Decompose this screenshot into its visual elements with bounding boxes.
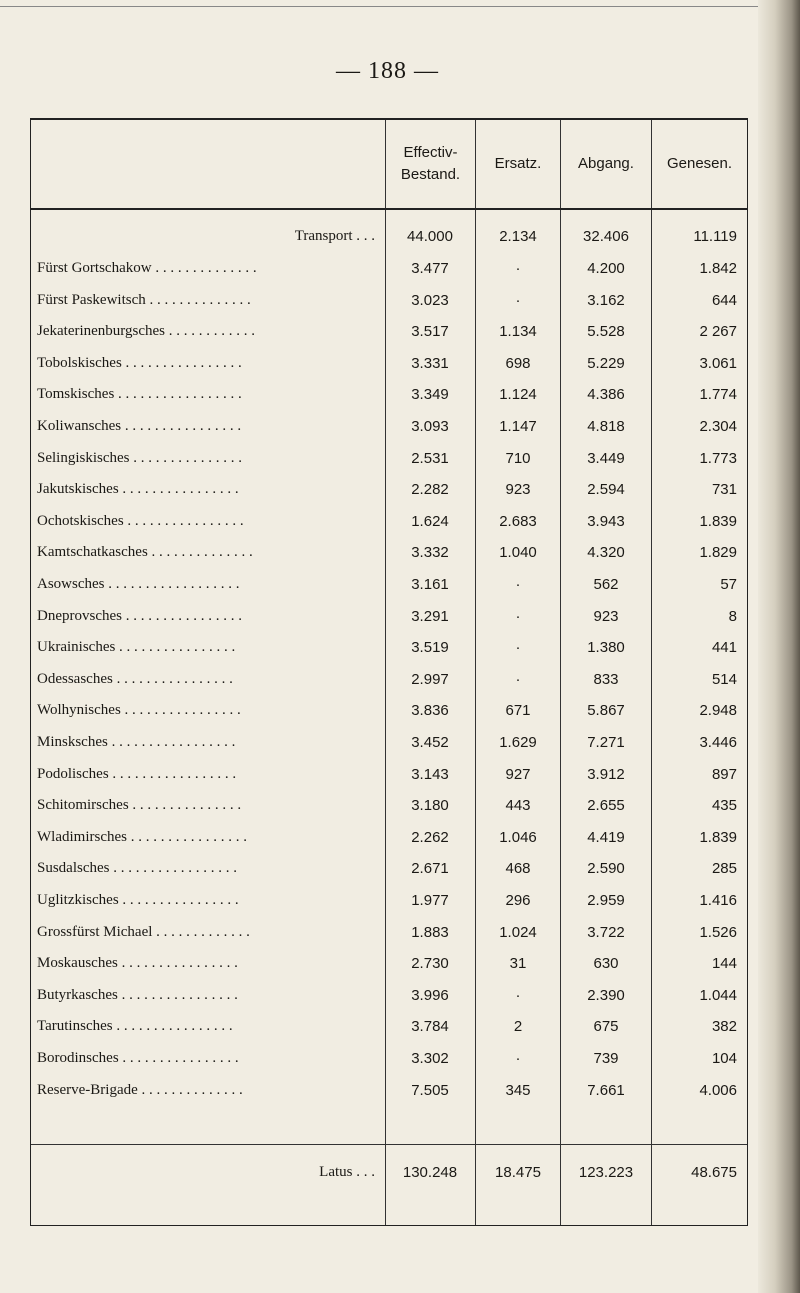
table-cell: 144 [711, 955, 737, 973]
table-cell: 3.349 [411, 386, 449, 404]
table-cell: · [515, 1050, 521, 1067]
latus-abgang: 123.223 [578, 1164, 634, 1181]
row-label-text: Ukrainisches . . . . . . . . . . . . . . . . [37, 639, 239, 655]
table-cell: 443 [505, 797, 531, 815]
table-row [31, 608, 747, 638]
table-cell: 104 [711, 1050, 737, 1067]
table-row [31, 418, 747, 448]
table-cell: 2 267 [699, 323, 737, 341]
table-cell: 3.143 [411, 765, 449, 783]
table-row [31, 292, 747, 322]
row-label-text: Tarutinsches . . . . . . . . . . . . . . . . [37, 1018, 237, 1034]
table-row [31, 576, 747, 606]
row-label [37, 450, 377, 467]
table-cell: 1.883 [411, 923, 449, 941]
table-cell: 2.282 [411, 481, 449, 499]
table-cell: 927 [505, 765, 531, 783]
table-cell: · [515, 260, 521, 277]
table-row [31, 1018, 747, 1048]
table-cell: 3.449 [587, 449, 625, 467]
row-label [37, 924, 377, 941]
row-label-text: Selingiskisches . . . . . . . . . . . . . . . [37, 450, 246, 466]
table-cell: 296 [505, 892, 531, 909]
table-cell: 5.867 [587, 702, 625, 720]
row-label [37, 766, 377, 783]
table-row [31, 702, 747, 732]
row-label-text: Asowsches . . . . . . . . . . . . . . . . . . [37, 576, 244, 592]
row-label [37, 797, 377, 814]
row-label-text: Podolisches . . . . . . . . . . . . . . . . . [37, 766, 240, 782]
table-cell: 345 [505, 1081, 531, 1099]
table-cell: 1.842 [699, 260, 737, 277]
table-row [31, 639, 747, 669]
row-label [37, 1018, 377, 1035]
row-label [37, 260, 377, 277]
table-cell: 3.291 [411, 607, 449, 625]
table-cell: 1.624 [411, 512, 449, 530]
table-cell: 514 [711, 670, 737, 688]
table-cell: 1.773 [699, 449, 737, 467]
row-label-text: Fürst Gortschakow . . . . . . . . . . . . . . [37, 260, 261, 276]
row-label-text: Kamtschatkasches . . . . . . . . . . . . . . [37, 544, 257, 560]
transport-label: Transport . . . [294, 228, 375, 244]
table-cell: · [515, 639, 521, 657]
table-cell: · [515, 291, 521, 309]
table-cell: 3.722 [587, 923, 625, 941]
row-label-text: Minsksches . . . . . . . . . . . . . . . . . [37, 734, 239, 750]
row-label [37, 576, 377, 593]
row-label [37, 513, 377, 530]
table-cell: 57 [720, 576, 737, 593]
table-row [31, 386, 747, 416]
latus-label: Latus . . . [319, 1164, 375, 1180]
table-cell: 2.959 [587, 892, 625, 909]
table-cell: 2.948 [699, 702, 737, 720]
top-edge-rule [0, 6, 760, 7]
table-row [31, 323, 747, 353]
row-label [37, 418, 377, 435]
table-row [31, 1082, 747, 1112]
table-cell: 435 [711, 797, 737, 815]
row-label-text: Odessasches . . . . . . . . . . . . . . . . [37, 671, 237, 687]
table-cell: 630 [593, 955, 619, 973]
table-cell: 739 [593, 1050, 619, 1067]
header-blank [31, 120, 385, 208]
table-row [31, 797, 747, 827]
row-label [37, 955, 377, 972]
table-cell: 675 [593, 1018, 619, 1036]
table-cell: 2.531 [411, 449, 449, 467]
table-cell: 1.839 [699, 828, 737, 846]
table-row [31, 544, 747, 574]
table-cell: 7.271 [587, 734, 625, 751]
header-abgang: Abgang. [578, 154, 634, 172]
table-cell: 4.419 [587, 828, 625, 846]
row-label-text: Jekaterinenburgsches . . . . . . . . . . . . [37, 323, 259, 339]
table-row [31, 1050, 747, 1080]
header-genesen: Genesen. [666, 154, 733, 172]
row-label-text: Butyrkasches . . . . . . . . . . . . . . . . [37, 987, 242, 1003]
row-label [37, 639, 377, 656]
row-label [37, 355, 377, 372]
row-label [37, 860, 377, 877]
table-row [31, 987, 747, 1017]
table-row [31, 766, 747, 796]
table-cell: 3.332 [411, 544, 449, 562]
row-label-text: Fürst Paskewitsch . . . . . . . . . . . . . . [37, 292, 255, 308]
table-cell: 7.505 [411, 1081, 449, 1099]
latus-ersatz: 18.475 [495, 1164, 541, 1181]
table-cell: 1.040 [499, 544, 537, 562]
row-label [37, 481, 377, 498]
table-cell: 3.180 [411, 797, 449, 815]
row-label [37, 987, 377, 1004]
table-cell: 4.006 [699, 1081, 737, 1099]
table-cell: 3.061 [699, 354, 737, 372]
table-row [31, 671, 747, 701]
table-cell: 285 [711, 860, 737, 878]
table-cell: 562 [593, 576, 619, 593]
table-cell: 1.044 [699, 986, 737, 1004]
latus-row [31, 1164, 747, 1194]
table-cell: 3.519 [411, 639, 449, 657]
table-cell: 3.517 [411, 323, 449, 341]
table-cell: 382 [711, 1018, 737, 1036]
table-cell: 3.996 [411, 986, 449, 1004]
table-cell: 2.671 [411, 860, 449, 878]
latus-effectiv: 130.248 [402, 1164, 458, 1181]
table-cell: 731 [711, 481, 737, 499]
transport-row [31, 228, 747, 258]
table-cell: 3.784 [411, 1018, 449, 1036]
table-cell: 2.262 [411, 828, 449, 846]
row-label-text: Moskausches . . . . . . . . . . . . . . . . [37, 955, 242, 971]
table-cell: 2.590 [587, 860, 625, 878]
table-cell: 1.416 [699, 892, 737, 909]
row-label-text: Tobolskisches . . . . . . . . . . . . . . . . [37, 355, 246, 371]
table-cell: 2.304 [699, 418, 737, 435]
table-cell: 3.912 [587, 765, 625, 783]
row-label [37, 608, 377, 625]
row-label [37, 1082, 377, 1099]
latus-genesen: 48.675 [691, 1164, 737, 1181]
table-row [31, 924, 747, 954]
transport-genesen: 11.119 [693, 228, 737, 245]
table-row [31, 513, 747, 543]
table-cell: 833 [593, 670, 619, 688]
row-label-text: Wolhynisches . . . . . . . . . . . . . . . . [37, 702, 245, 718]
table-cell: 3.836 [411, 702, 449, 720]
table-cell: 2.655 [587, 797, 625, 815]
row-label-text: Reserve-Brigade . . . . . . . . . . . . . . [37, 1082, 247, 1098]
row-label-text: Grossfürst Michael . . . . . . . . . . . . . [37, 924, 254, 940]
row-label [37, 544, 377, 561]
header-effectiv-bestand: Effectiv- Bestand. [400, 143, 461, 183]
table-cell: 1.526 [699, 923, 737, 941]
table-row [31, 955, 747, 985]
row-label-text: Koliwansches . . . . . . . . . . . . . . . . [37, 418, 245, 434]
table-cell: 923 [593, 607, 619, 625]
table-cell: 1.629 [499, 734, 537, 751]
table-cell: 3.943 [587, 512, 625, 530]
book-spine-shadow [758, 0, 800, 1293]
table-cell: 1.147 [499, 418, 537, 435]
table-cell: 3.161 [411, 576, 449, 593]
table-cell: 1.134 [499, 323, 537, 341]
table-cell: · [515, 576, 521, 593]
header-rule [31, 208, 747, 210]
table-cell: 2.594 [587, 481, 625, 499]
table-cell: 3.162 [587, 291, 625, 309]
table-cell: 671 [505, 702, 531, 720]
table-cell: 4.320 [587, 544, 625, 562]
table-cell: · [515, 670, 521, 688]
table-cell: 3.446 [699, 734, 737, 751]
table-cell: 644 [711, 291, 737, 309]
row-label-text: Schitomirsches . . . . . . . . . . . . . . . [37, 797, 245, 813]
table-cell: 441 [711, 639, 737, 657]
row-label-text: Dneprovsches . . . . . . . . . . . . . . . . [37, 608, 246, 624]
table-cell: 3.477 [411, 260, 449, 277]
row-label [37, 292, 377, 309]
table-cell: 468 [505, 860, 531, 878]
table-cell: 5.229 [587, 354, 625, 372]
table-cell: 4.818 [587, 418, 625, 435]
row-label [37, 829, 377, 846]
page-number: — 188 — [336, 58, 439, 84]
table-cell: 1.977 [411, 892, 449, 909]
table-cell: 3.093 [411, 418, 449, 435]
table-cell: 1.124 [499, 386, 537, 404]
row-label-text: Susdalsches . . . . . . . . . . . . . . . . . [37, 860, 241, 876]
table-cell: · [515, 607, 521, 625]
transport-effectiv: 44.000 [407, 228, 453, 245]
table-cell: 1.380 [587, 639, 625, 657]
table-cell: 698 [505, 354, 531, 372]
table-row [31, 355, 747, 385]
row-label [37, 702, 377, 719]
table-cell: 3.023 [411, 291, 449, 309]
table-cell: 2.997 [411, 670, 449, 688]
table-cell: 1.046 [499, 828, 537, 846]
row-label-text: Jakutskisches . . . . . . . . . . . . . . . . [37, 481, 243, 497]
table-cell: 1.024 [499, 923, 537, 941]
table-row [31, 860, 747, 890]
table-cell: 2.730 [411, 955, 449, 973]
table-row [31, 829, 747, 859]
table-cell: 1.829 [699, 544, 737, 562]
table-row [31, 481, 747, 511]
table-cell: 2 [513, 1018, 523, 1036]
table-cell: 3.452 [411, 734, 449, 751]
table-cell: 2.390 [587, 986, 625, 1004]
header-ersatz: Ersatz. [494, 154, 542, 172]
table-cell: 2.683 [499, 512, 537, 530]
row-label [37, 892, 377, 909]
table-cell: 3.331 [411, 354, 449, 372]
row-label [37, 323, 377, 340]
table-cell: 5.528 [587, 323, 625, 341]
table-cell: 4.200 [587, 260, 625, 277]
row-label [37, 734, 377, 751]
row-label [37, 386, 377, 403]
table-cell: 710 [505, 449, 531, 467]
transport-ersatz: 2.134 [499, 228, 537, 245]
row-label-text: Uglitzkisches . . . . . . . . . . . . . . . . [37, 892, 243, 908]
row-label [37, 1050, 377, 1067]
table-cell: 1.774 [699, 386, 737, 404]
table-row [31, 734, 747, 764]
statistics-table [30, 118, 748, 1226]
table-cell: 8 [728, 607, 737, 625]
table-row [31, 892, 747, 922]
row-label [37, 671, 377, 688]
table-cell: 897 [711, 765, 737, 783]
table-cell: 1.839 [699, 512, 737, 530]
table-row [31, 260, 747, 290]
table-cell: 4.386 [587, 386, 625, 404]
table-cell: · [515, 986, 521, 1004]
table-cell: 923 [505, 481, 531, 499]
table-cell: 7.661 [587, 1081, 625, 1099]
row-label-text: Tomskisches . . . . . . . . . . . . . . . . . [37, 386, 246, 402]
row-label-text: Ochotskisches . . . . . . . . . . . . . . . . [37, 513, 248, 529]
row-label-text: Wladimirsches . . . . . . . . . . . . . . . . [37, 829, 251, 845]
table-cell: 3.302 [411, 1050, 449, 1067]
latus-rule [31, 1144, 747, 1145]
transport-abgang: 32.406 [583, 228, 629, 245]
table-row [31, 450, 747, 480]
row-label-text: Borodinsches . . . . . . . . . . . . . . . . [37, 1050, 243, 1066]
table-cell: 31 [509, 955, 527, 973]
